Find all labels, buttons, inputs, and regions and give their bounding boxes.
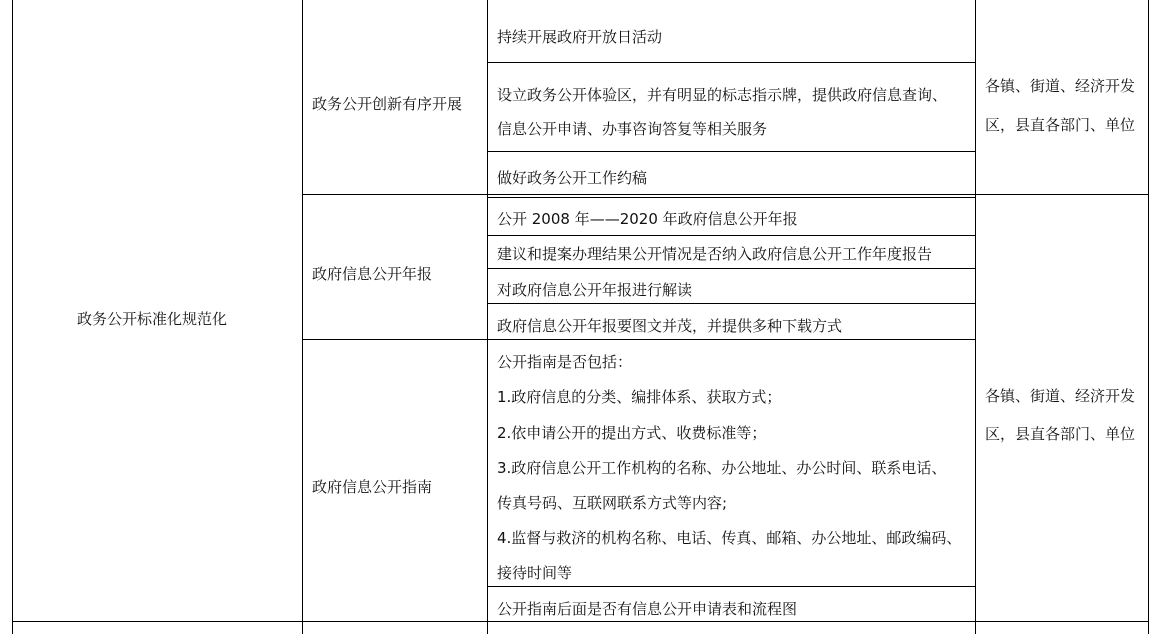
grid-line-h [487, 151, 976, 152]
grid-line-bottom [12, 621, 1149, 622]
category-label: 政务公开标准化规范化 [77, 310, 228, 328]
grid-line-h [487, 268, 976, 269]
grid-line-h [487, 62, 976, 63]
subcategory-annual-report: 政府信息公开年报 [312, 265, 433, 283]
grid-line-h [487, 303, 976, 304]
content-item: 3.政府信息公开工作机构的名称、办公地址、办公时间、联系电话、 [497, 459, 947, 477]
content-item: 公开 2008 年——2020 年政府信息公开年报 [497, 210, 798, 228]
content-item: 2.依申请公开的提出方式、收费标准等； [497, 424, 767, 442]
subcategory-innovation: 政务公开创新有序开展 [312, 95, 463, 113]
content-item: 持续开展政府开放日活动 [497, 28, 663, 46]
responsible-units-bottom: 区，县直各部门、单位 [985, 425, 1136, 443]
content-item: 信息公开申请、办事咨询答复等相关服务 [497, 120, 768, 138]
grid-line-v2 [487, 0, 488, 634]
content-item: 政府信息公开年报要图文并茂，并提供多种下载方式 [497, 317, 843, 335]
content-item: 对政府信息公开年报进行解读 [497, 281, 693, 299]
responsible-units-top: 区，县直各部门、单位 [985, 116, 1136, 134]
content-item: 设立政务公开体验区，并有明显的标志指示牌，提供政府信息查询、 [497, 86, 948, 104]
grid-line-h [302, 339, 487, 340]
grid-line-v0 [12, 0, 13, 634]
content-item: 公开指南是否包括： [497, 353, 633, 371]
grid-line-h [487, 235, 976, 236]
content-item: 做好政务公开工作约稿 [497, 169, 648, 187]
responsible-units-bottom: 各镇、街道、经济开发 [985, 387, 1136, 405]
content-item: 4.监督与救济的机构名称、电话、传真、邮箱、办公地址、邮政编码、 [497, 529, 962, 547]
subcategory-guide: 政府信息公开指南 [312, 478, 433, 496]
grid-line-h [302, 194, 1149, 195]
grid-line-h [487, 586, 976, 587]
content-item: 接待时间等 [497, 564, 573, 582]
content-item: 建议和提案办理结果公开情况是否纳入政府信息公开工作年度报告 [497, 245, 933, 263]
responsible-units-top: 各镇、街道、经济开发 [985, 77, 1136, 95]
content-item: 1.政府信息的分类、编排体系、获取方式； [497, 388, 782, 406]
grid-line-v4 [1148, 0, 1149, 634]
content-item: 公开指南后面是否有信息公开申请表和流程图 [497, 600, 798, 618]
content-item: 传真号码、互联网联系方式等内容; [497, 494, 728, 512]
grid-line-v1 [302, 0, 303, 634]
grid-line-v3 [975, 0, 976, 634]
grid-line-h [487, 339, 976, 340]
grid-line-h [487, 197, 976, 198]
